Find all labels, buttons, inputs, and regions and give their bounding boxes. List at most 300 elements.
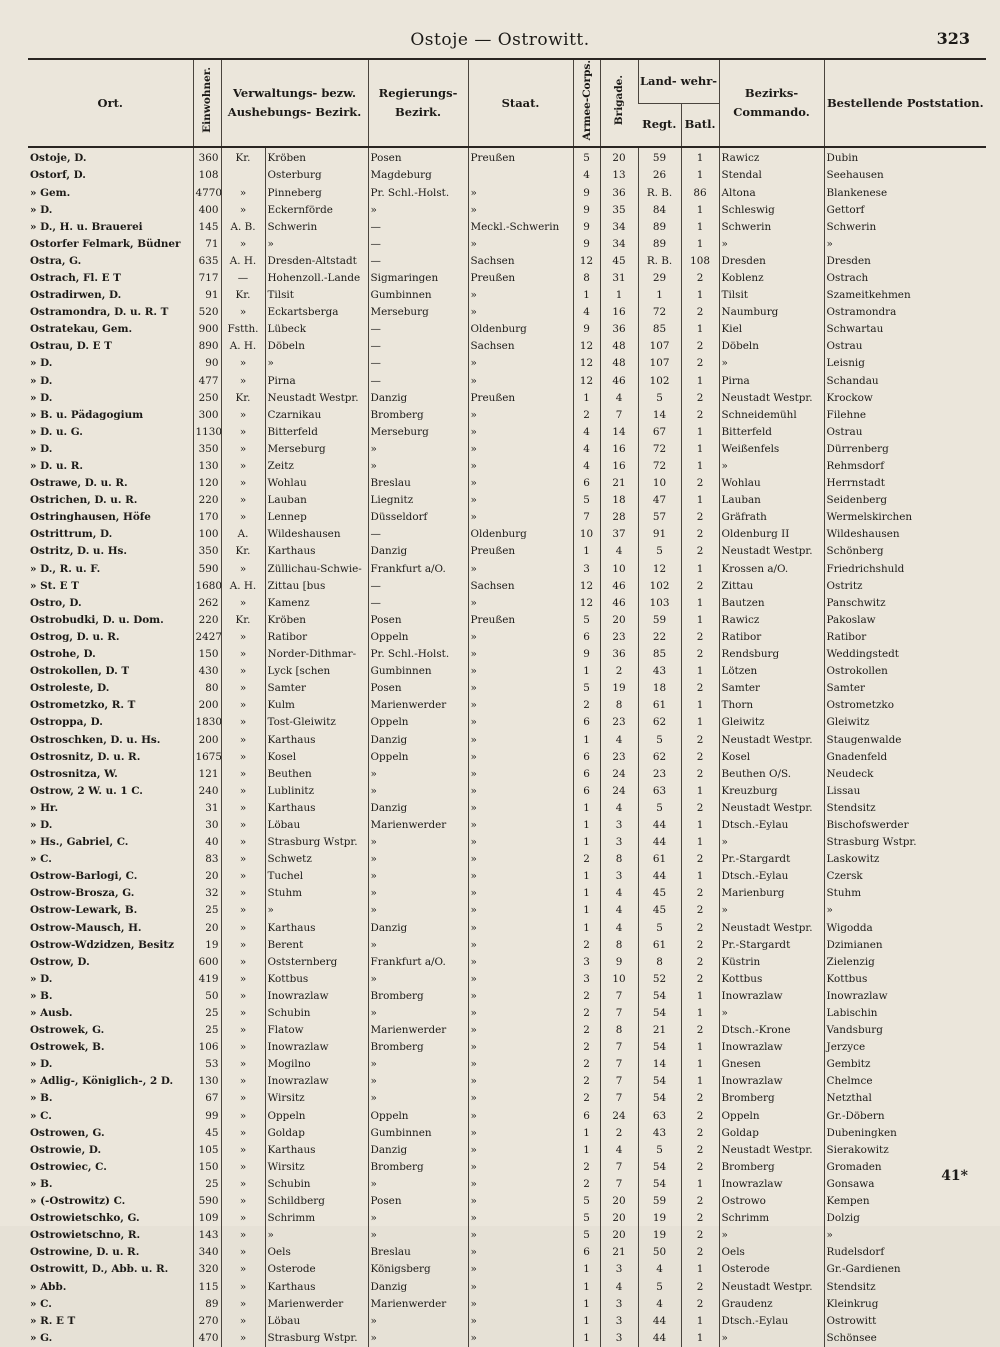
inhabitants: 1680 [193,577,221,594]
state: » [468,663,573,680]
place-name: Ostradirwen, D. [30,289,122,302]
admin-district: Lübeck [265,321,368,338]
district-command: » [719,902,824,919]
landwehr-regiment: 44 [638,868,681,885]
inhabitants: 25 [193,902,221,919]
army-corps: 2 [573,1090,600,1107]
landwehr-regiment: 89 [638,236,681,253]
post-station: Samter [824,680,986,697]
post-station: Rudelsdorf [824,1244,986,1261]
landwehr-battalion: 2 [681,748,719,765]
header-bezirkscommando: Bezirks- Commando. [719,59,824,147]
table-row [28,1073,986,1090]
army-corps: 5 [573,1227,600,1244]
landwehr-battalion: 2 [681,1107,719,1124]
place-name: » D. [30,818,53,831]
page-number: 323 [936,29,970,48]
brigade: 8 [600,936,638,953]
admin-district: Kröben [265,612,368,629]
army-corps: 4 [573,441,600,458]
army-corps: 1 [573,1142,600,1159]
admin-district: Schubin [265,1005,368,1022]
post-station: Rehmsdorf [824,458,986,475]
landwehr-regiment: 102 [638,577,681,594]
district-command: Dtsch.-Eylau [719,1313,824,1330]
table-row [28,919,986,936]
landwehr-battalion: 2 [681,919,719,936]
landwehr-regiment: 84 [638,201,681,218]
admin-district: Schildberg [265,1193,368,1210]
landwehr-battalion: 2 [681,338,719,355]
post-station: Wildeshausen [824,526,986,543]
admin-type: » [221,748,265,765]
admin-type: » [221,304,265,321]
state: » [468,355,573,372]
admin-district: Schwetz [265,851,368,868]
government-district: » [368,766,468,783]
government-district: » [368,783,468,800]
brigade: 4 [600,731,638,748]
table-row [28,1227,986,1244]
admin-district: Lublinitz [265,783,368,800]
admin-district: Wildeshausen [265,526,368,543]
army-corps: 9 [573,184,600,201]
post-station: Dolzig [824,1210,986,1227]
post-station: Kleinkrug [824,1295,986,1312]
admin-type: Kr. [221,147,265,167]
army-corps: 4 [573,424,600,441]
landwehr-regiment: 103 [638,595,681,612]
state: » [468,441,573,458]
admin-type: » [221,441,265,458]
brigade: 24 [600,766,638,783]
admin-district: Pinneberg [265,184,368,201]
landwehr-battalion: 1 [681,988,719,1005]
admin-district: Osterode [265,1261,368,1278]
inhabitants: 108 [193,167,221,184]
government-district: Frankfurt a/O. [368,560,468,577]
table-row [28,1176,986,1193]
admin-type: » [221,954,265,971]
post-station: Leisnig [824,355,986,372]
landwehr-battalion: 2 [681,270,719,287]
army-corps: 4 [573,458,600,475]
army-corps: 2 [573,1176,600,1193]
district-command: Wohlau [719,475,824,492]
district-command: Rawicz [719,147,824,167]
table-row [28,253,986,270]
inhabitants: 143 [193,1227,221,1244]
landwehr-regiment: 102 [638,372,681,389]
landwehr-regiment: 4 [638,1261,681,1278]
place-name: Ostrow-Barlogi, C. [30,870,138,883]
table-row [28,424,986,441]
government-district: Breslau [368,1244,468,1261]
landwehr-battalion: 1 [681,714,719,731]
district-command: » [719,834,824,851]
admin-type: » [221,1210,265,1227]
place-name: Ostrow-Mausch, H. [30,921,142,934]
place-name: » (-Ostrowitz) C. [30,1195,126,1208]
district-command: Schrimm [719,1210,824,1227]
government-district: Merseburg [368,304,468,321]
admin-type: Kr. [221,389,265,406]
inhabitants: 20 [193,868,221,885]
landwehr-battalion: 1 [681,1039,719,1056]
landwehr-battalion: 1 [681,147,719,167]
post-station: Schandau [824,372,986,389]
admin-type: Kr. [221,543,265,560]
place-name: Ostramondra, D. u. R. T [30,306,169,319]
inhabitants: 67 [193,1090,221,1107]
landwehr-battalion: 1 [681,492,719,509]
state: » [468,1039,573,1056]
brigade: 23 [600,714,638,731]
place-name: Ostrometzko, R. T [30,699,136,712]
landwehr-regiment: 5 [638,1142,681,1159]
inhabitants: 145 [193,219,221,236]
admin-district: » [265,1227,368,1244]
inhabitants: 430 [193,663,221,680]
landwehr-battalion: 2 [681,389,719,406]
admin-type: » [221,1159,265,1176]
admin-type: » [221,1039,265,1056]
table-row [28,595,986,612]
state: » [468,372,573,389]
government-district: Danzig [368,389,468,406]
admin-district: Karthaus [265,543,368,560]
landwehr-regiment: 44 [638,817,681,834]
government-district: Gumbinnen [368,663,468,680]
place-name: » D. [30,374,53,387]
state: » [468,954,573,971]
government-district: Marienwerder [368,1295,468,1312]
district-command: Oels [719,1244,824,1261]
government-district: » [368,1330,468,1347]
brigade: 28 [600,509,638,526]
brigade: 7 [600,1039,638,1056]
table-row [28,971,986,988]
header-armeecorps-text: Armee-Corps. [580,60,593,141]
brigade: 24 [600,1107,638,1124]
district-command: Bromberg [719,1090,824,1107]
government-district: — [368,355,468,372]
district-command: Lötzen [719,663,824,680]
government-district: » [368,834,468,851]
inhabitants: 300 [193,407,221,424]
admin-district: Bitterfeld [265,424,368,441]
post-station: Krockow [824,389,986,406]
district-command: Graudenz [719,1295,824,1312]
army-corps: 6 [573,1244,600,1261]
district-command: Neustadt Westpr. [719,731,824,748]
table-row [28,612,986,629]
state: » [468,800,573,817]
post-station: Lissau [824,783,986,800]
brigade: 4 [600,885,638,902]
landwehr-battalion: 1 [681,783,719,800]
state: Sachsen [468,253,573,270]
government-district: » [368,868,468,885]
table-header [28,59,986,147]
header-verwaltung: Verwaltungs- bezw. Aushebungs- Bezirk. [221,59,368,147]
state: » [468,407,573,424]
inhabitants: 150 [193,646,221,663]
inhabitants: 400 [193,201,221,218]
landwehr-regiment: 14 [638,407,681,424]
admin-district: Kröben [265,147,368,167]
landwehr-battalion: 1 [681,663,719,680]
landwehr-regiment: 63 [638,1107,681,1124]
landwehr-regiment: 52 [638,971,681,988]
table-row [28,697,986,714]
place-name: » D., R. u. F. [30,562,101,575]
post-station: » [824,236,986,253]
table-row [28,509,986,526]
landwehr-battalion: 2 [681,304,719,321]
government-district: Danzig [368,1278,468,1295]
brigade: 14 [600,424,638,441]
landwehr-regiment: 8 [638,954,681,971]
district-command: Neustadt Westpr. [719,389,824,406]
post-station: Dürrenberg [824,441,986,458]
landwehr-regiment: 43 [638,663,681,680]
inhabitants: 1830 [193,714,221,731]
inhabitants: 91 [193,287,221,304]
table-row [28,1295,986,1312]
place-name: » D. [30,391,53,404]
header-landwehr: Land- wehr- [638,59,719,103]
army-corps: 5 [573,1210,600,1227]
government-district: — [368,372,468,389]
government-district: — [368,236,468,253]
place-name: » D., H. u. Brauerei [30,220,143,233]
admin-district: Lyck [schen [265,663,368,680]
inhabitants: 170 [193,509,221,526]
table-row [28,1193,986,1210]
post-station: Dubin [824,147,986,167]
table-row [28,543,986,560]
landwehr-regiment: 61 [638,936,681,953]
landwehr-battalion: 1 [681,236,719,253]
brigade: 3 [600,1261,638,1278]
table-row [28,714,986,731]
admin-type: A. H. [221,338,265,355]
post-station: Filehne [824,407,986,424]
landwehr-regiment: 4 [638,1295,681,1312]
post-station: Chelmce [824,1073,986,1090]
landwehr-battalion: 2 [681,1090,719,1107]
district-command: Ratibor [719,629,824,646]
state: » [468,595,573,612]
state: » [468,936,573,953]
place-name: Ostrittrum, D. [30,528,113,541]
brigade: 13 [600,167,638,184]
landwehr-regiment: 63 [638,783,681,800]
place-name: Ostrach, Fl. E T [30,271,121,284]
brigade: 46 [600,595,638,612]
place-name: » C. [30,1109,52,1122]
state: » [468,646,573,663]
brigade: 36 [600,646,638,663]
district-command: Pr.-Stargardt [719,936,824,953]
landwehr-battalion: 1 [681,458,719,475]
post-station: Gembitz [824,1056,986,1073]
state: » [468,1176,573,1193]
admin-type: » [221,817,265,834]
post-station: Szameitkehmen [824,287,986,304]
admin-district: Tost-Gleiwitz [265,714,368,731]
district-command: Inowrazlaw [719,1039,824,1056]
admin-district: Goldap [265,1124,368,1141]
place-name: Ostratekau, Gem. [30,323,133,336]
inhabitants: 100 [193,526,221,543]
post-station: Seehausen [824,167,986,184]
army-corps: 1 [573,1313,600,1330]
brigade: 7 [600,407,638,424]
government-district: Danzig [368,1142,468,1159]
inhabitants: 50 [193,988,221,1005]
district-command: Neustadt Westpr. [719,800,824,817]
brigade: 3 [600,834,638,851]
place-name: Ostroschken, D. u. Hs. [30,733,161,746]
state: » [468,1227,573,1244]
admin-type: A. H. [221,577,265,594]
state: » [468,885,573,902]
brigade: 7 [600,988,638,1005]
landwehr-regiment: 5 [638,800,681,817]
army-corps: 5 [573,612,600,629]
landwehr-battalion: 2 [681,731,719,748]
table-row [28,766,986,783]
post-station: Ostrach [824,270,986,287]
post-station: Kempen [824,1193,986,1210]
table-row [28,1330,986,1347]
brigade: 4 [600,800,638,817]
inhabitants: 90 [193,355,221,372]
landwehr-regiment: 5 [638,389,681,406]
place-name: » C. [30,1297,52,1310]
admin-type: » [221,1295,265,1312]
admin-district: Wohlau [265,475,368,492]
state: » [468,236,573,253]
table-row [28,338,986,355]
army-corps: 12 [573,372,600,389]
landwehr-regiment: 59 [638,1193,681,1210]
army-corps: 12 [573,595,600,612]
inhabitants: 220 [193,492,221,509]
district-command: Oldenburg II [719,526,824,543]
district-command: Neustadt Westpr. [719,1142,824,1159]
inhabitants: 635 [193,253,221,270]
admin-district: Wirsitz [265,1159,368,1176]
table-row [28,389,986,406]
landwehr-regiment: 54 [638,1159,681,1176]
government-district: » [368,851,468,868]
admin-district: Tuchel [265,868,368,885]
place-name: Ostrowine, D. u. R. [30,1246,140,1259]
admin-type: » [221,851,265,868]
district-command: Rendsburg [719,646,824,663]
inhabitants: 32 [193,885,221,902]
landwehr-battalion: 2 [681,629,719,646]
state: Meckl.-Schwerin [468,219,573,236]
brigade: 23 [600,629,638,646]
district-command: Dresden [719,253,824,270]
admin-district: Berent [265,936,368,953]
brigade: 20 [600,1227,638,1244]
admin-district: Kosel [265,748,368,765]
state: » [468,184,573,201]
admin-type: A. H. [221,253,265,270]
district-command: Inowrazlaw [719,988,824,1005]
admin-type: » [221,492,265,509]
admin-type: » [221,201,265,218]
landwehr-battalion: 1 [681,817,719,834]
army-corps: 2 [573,851,600,868]
government-district: Königsberg [368,1261,468,1278]
brigade: 23 [600,748,638,765]
district-command: Neustadt Westpr. [719,543,824,560]
post-station: Dubeningken [824,1124,986,1141]
admin-district: Inowrazlaw [265,1073,368,1090]
brigade: 34 [600,219,638,236]
landwehr-battalion: 2 [681,526,719,543]
army-corps: 1 [573,543,600,560]
inhabitants: 30 [193,817,221,834]
government-district: — [368,321,468,338]
post-station: Labischin [824,1005,986,1022]
district-command: Zittau [719,577,824,594]
post-station: Schwartau [824,321,986,338]
landwehr-regiment: 57 [638,509,681,526]
state: » [468,424,573,441]
landwehr-battalion: 1 [681,834,719,851]
army-corps: 9 [573,321,600,338]
admin-district: Lennep [265,509,368,526]
admin-type: » [221,834,265,851]
place-name: Ostrau, D. E T [30,340,112,353]
army-corps: 2 [573,697,600,714]
landwehr-regiment: 72 [638,458,681,475]
state: » [468,458,573,475]
landwehr-battalion: 2 [681,936,719,953]
place-name: » D. [30,1058,53,1071]
post-station: Dresden [824,253,986,270]
army-corps: 2 [573,1039,600,1056]
inhabitants: 470 [193,1330,221,1347]
brigade: 4 [600,543,638,560]
government-district: » [368,1210,468,1227]
government-district: Merseburg [368,424,468,441]
table-row [28,1210,986,1227]
landwehr-regiment: 5 [638,1278,681,1295]
government-district: » [368,441,468,458]
army-corps: 1 [573,1295,600,1312]
table-row [28,646,986,663]
admin-type: » [221,1227,265,1244]
government-district: — [368,526,468,543]
army-corps: 5 [573,492,600,509]
brigade: 48 [600,355,638,372]
place-name: Ostrohe, D. [30,648,96,661]
district-command: » [719,1227,824,1244]
government-district: » [368,1090,468,1107]
state: » [468,1124,573,1141]
brigade: 20 [600,1193,638,1210]
admin-type: » [221,1090,265,1107]
table-row [28,475,986,492]
